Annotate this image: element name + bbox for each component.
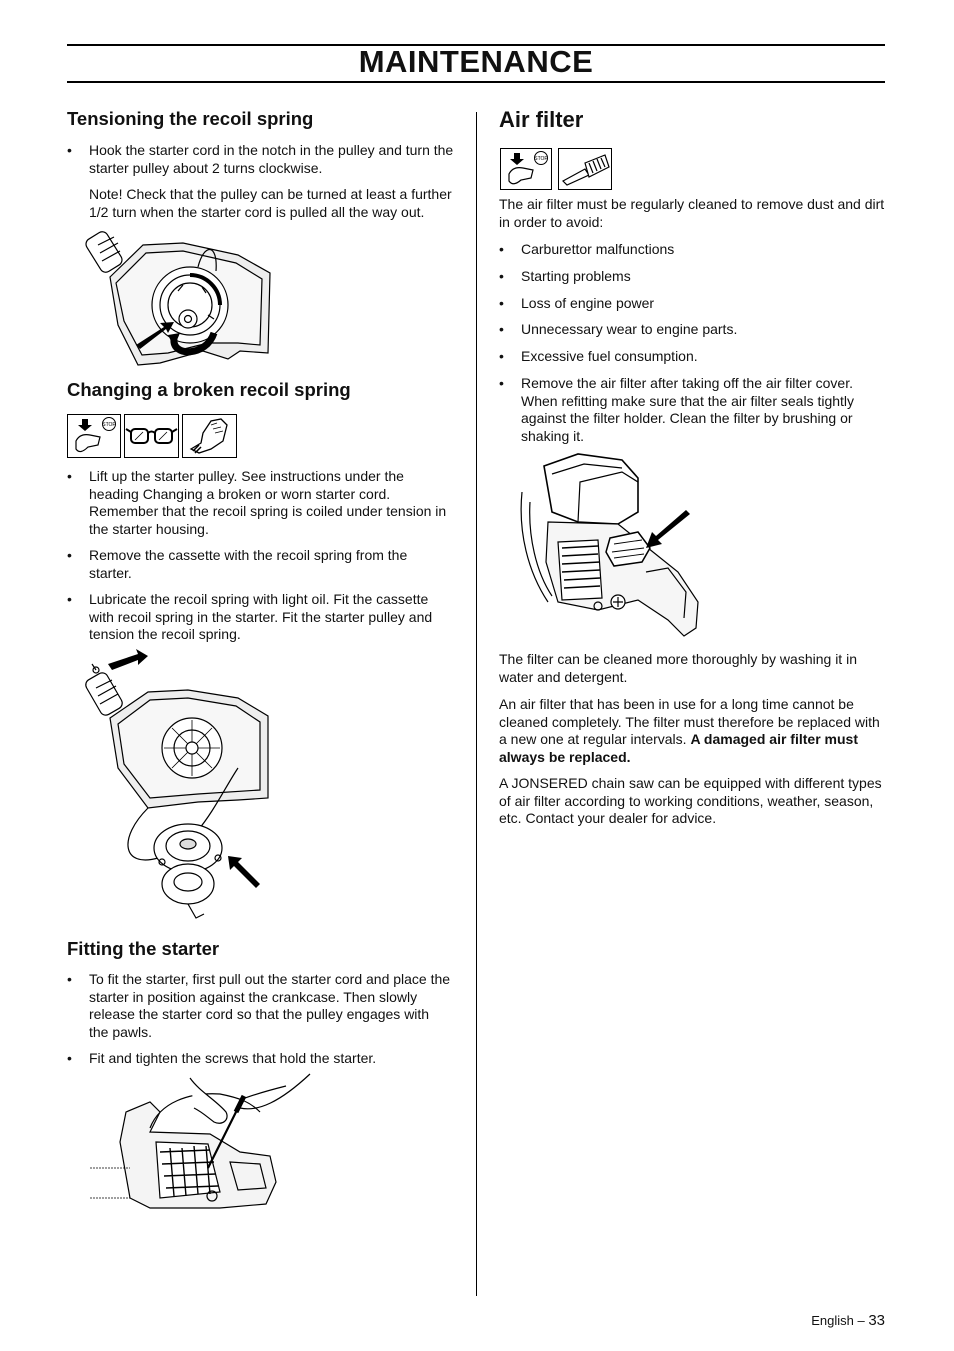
fitting-starter-illustration bbox=[90, 1072, 312, 1212]
footer-dash: – bbox=[857, 1313, 865, 1328]
note-text: Note! Check that the pulley can be turned at least a further 1/2 turn when the starter cord is pulled all the way out. bbox=[89, 186, 452, 220]
paragraph: A JONSERED chain saw can be equipped with different types of air filter according to working conditions, weather, season, etc. Contact your dealer for advice. bbox=[499, 775, 882, 826]
stop-switch-icon bbox=[500, 148, 552, 190]
svg-text:STOP: STOP bbox=[534, 156, 548, 162]
svg-text:STOP: STOP bbox=[102, 422, 116, 428]
safety-glasses-icon bbox=[124, 414, 179, 458]
stop-switch-icon bbox=[67, 414, 121, 458]
heading-fitting-starter: Fitting the starter bbox=[67, 938, 220, 959]
column-divider bbox=[476, 112, 477, 1296]
page-title: MAINTENANCE bbox=[358, 44, 594, 79]
protective-glove-icon bbox=[182, 414, 237, 458]
warning-bold-text: always be replaced. bbox=[499, 748, 631, 765]
recoil-starter-illustration bbox=[88, 225, 273, 370]
paragraph: The filter can be cleaned more thoroughly by washing it in water and detergent. bbox=[499, 651, 857, 685]
heading-changing-recoil-spring: Changing a broken recoil spring bbox=[67, 379, 351, 400]
heading-air-filter: Air filter bbox=[499, 107, 584, 132]
warning-bold-text: A damaged air filter must bbox=[690, 731, 858, 747]
header-bottom-rule bbox=[67, 81, 885, 83]
page-footer bbox=[811, 1312, 885, 1329]
footer-language: English bbox=[811, 1313, 854, 1328]
brush-icon bbox=[558, 148, 612, 190]
page-number: 33 bbox=[868, 1312, 885, 1329]
recoil-spring-exploded-illustration bbox=[88, 648, 273, 928]
air-filter-illustration bbox=[518, 452, 700, 642]
intro-text: The air filter must be regularly cleaned to remove dust and dirt in order to avoid: bbox=[499, 196, 885, 230]
heading-tensioning-recoil-spring: Tensioning the recoil spring bbox=[67, 108, 314, 129]
paragraph: An air filter that has been in use for a long time cannot be cleaned completely. The filter must therefore be replaced with a new one at regular intervals. A damaged air filter must always be replaced. bbox=[499, 696, 880, 765]
